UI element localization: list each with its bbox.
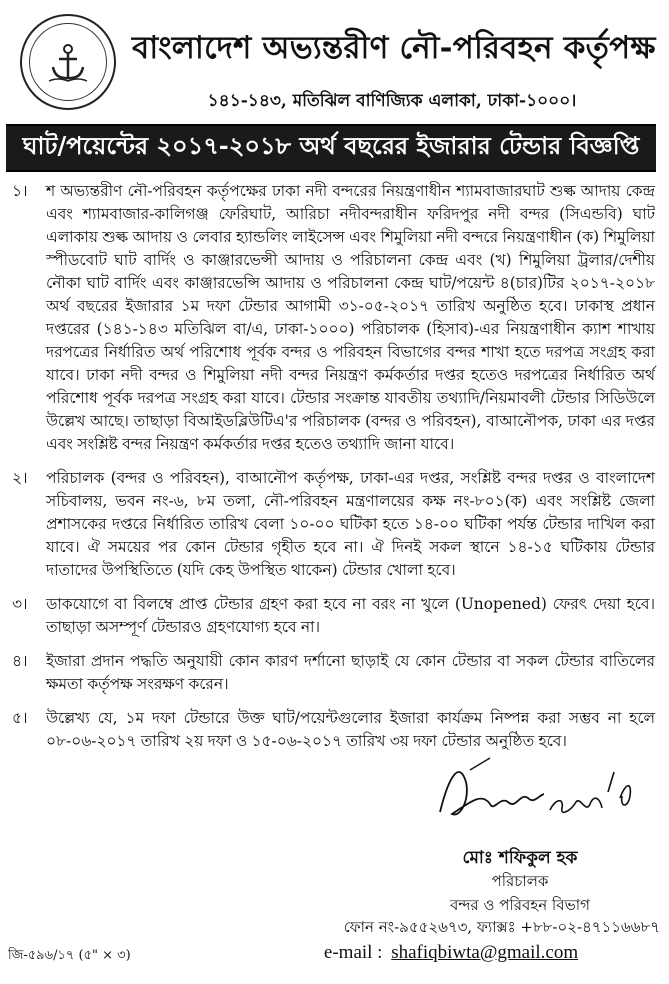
organization-address: ১৪১-১৪৩, মতিঝিল বাণিজ্যিক এলাকা, ঢাকা-১০০০। <box>207 91 577 111</box>
header <box>14 10 654 120</box>
contact-phone-fax: ফোন নং-৯৫৫২৬৭৩, ফ্যাক্সঃ +৮৮-০২-৪৭১১৬৬৮৭ <box>343 918 660 936</box>
email-line <box>270 942 632 964</box>
item-number: ৫। <box>12 709 28 727</box>
handwritten-signature <box>430 752 640 836</box>
notice-title: ঘাট/পয়েন্টের ২০১৭-২০১৮ অর্থ বছরের ইজারার টেন্ডার বিজ্ঞপ্তি <box>22 131 640 160</box>
notice-item <box>10 593 655 639</box>
email-address[interactable]: shafiqbiwta@gmail.com <box>391 942 579 963</box>
biwta-seal-icon <box>20 14 116 110</box>
item-number: ১। <box>12 182 28 200</box>
item-text: উল্লেখ্য যে, ১ম দফা টেন্ডারে উক্ত ঘাট/পয়েন্টগুলোর ইজারা কার্যক্রম নিষ্পন্ন করা সম্ভব না হলে ০৮-০৬-২০১৭ তারিখ ২য় দফা ও ১৫-০৬-২০১৭ তারিখ ৩য় দফা টেন্ডার অনুষ্ঠিত হবে। <box>46 709 655 750</box>
signatory-block <box>380 846 660 916</box>
item-text: ইজারা প্রদান পদ্ধতি অনুযায়ী কোন কারণ দর্শানো ছাড়াই যে কোন টেন্ডার বা সকল টেন্ডার বাতিলের ক্ষমতা কর্তৃপক্ষ সংরক্ষণ করেন। <box>46 652 655 693</box>
item-number: ৩। <box>12 595 28 613</box>
item-text: শ অভ্যন্তরীণ নৌ-পরিবহন কর্তৃপক্ষের ঢাকা নদী বন্দরের নিয়ন্ত্রণাধীন শ্যামবাজারঘাট শুল্ক আদায় কেন্দ্র এবং শ্যামবাজার-কালিগঞ্জ ফেরিঘাট, আরিচা নদীবন্দরাধীন ফরিদপুর নদী বন্দর (সিএন্ডবি) ঘাট এলাকায় শুল্ক আদায় ও লেবার হ্যান্ডলিং লাইসেন্স এবং শিমুলিয়া নদী বন্দরে নিয়ন্ত্রণাধীন (ক) শিমুলিয়া স্পীডবোট ঘাট বার্দিং ও কাঞ্জারভেন্সী আদায় ও পরিচালনা কেন্দ্র এবং (খ) শিমুলিয়া ট্রলার/দেশীয় নৌকা ঘাট বার্দিং এবং কাঞ্জারভেন্সি আদায় ও পরিচালনা কেন্দ্র ঘাট/পয়েন্ট ৪(চার)টির ২০১৭-২০১৮ অর্থ বছরের ইজারার ১ম দফা টেন্ডার আগামী ৩১-০৫-২০১৭ তারিখ অনুষ্ঠিত হবে। ঢাকাস্থ প্রধান দপ্তরের (১৪১-১৪৩ মতিঝিল বা/এ, ঢাকা-১০০০) পরিচালক (হিসাব)-এর নিয়ন্ত্রণাধীন ক্যাশ শাখায় দরপত্রের নির্ধারিত অর্থ পরিশোধ পূর্বক বন্দর ও পরিবহন বিভাগের বন্দর শাখা হতে দরপত্র সংগ্রহ করা যাবে। ঢাকা নদী বন্দর ও শিমুলিয়া নদী বন্দর নিয়ন্ত্রণ কর্মকর্তার দপ্তর হতেও দরপত্রের নির্ধারিত অর্থ পরিশোধ পূর্বক দরপত্র সংগ্রহ করা যাবে। টেন্ডার সংক্রান্ত যাবতীয় তথ্যাদি/নিয়মাবলী টেন্ডার সিডিউলে উল্লেখ আছে। তাছাড়া বিআইডব্লিউটিএ'র পরিচালক (বন্দর ও পরিবহন), বাআনৌপক, ঢাকা এর দপ্তর এবং সংশ্লিষ্ট বন্দর নিয়ন্ত্রণ কর্মকর্তার দপ্তর হতেও তথ্যাদি জানা যাবে। <box>46 182 655 453</box>
notice-item <box>10 467 655 582</box>
organization-name: বাংলাদেশ অভ্যন্তরীণ নৌ-পরিবহন কর্তৃপক্ষ <box>132 30 656 66</box>
item-number: ৪। <box>12 652 28 670</box>
notice-item <box>10 650 655 696</box>
notice-item <box>10 707 655 753</box>
item-number: ২। <box>12 469 28 487</box>
anchor-icon <box>47 41 89 83</box>
signatory-department: বন্দর ও পরিবহন বিভাগ <box>450 896 590 914</box>
reference-code: জি-৫৯৬/১৭ (৫" × ৩) <box>8 948 131 963</box>
item-text: পরিচালক (বন্দর ও পরিবহন), বাআনৌপ কর্তৃপক্ষ, ঢাকা-এর দপ্তর, সংশ্লিষ্ট বন্দর দপ্তর ও বাংলাদেশ সচিবালয়, ভবন নং-৬, ৮ম তলা, নৌ-পরিবহন মন্ত্রণালয়ের কক্ষ নং-৮০১(ক) এবং সংশ্লিষ্ট জেলা প্রশাসকের দপ্তরে নির্ধারিত তারিখ বেলা ১০-০০ ঘটিকা হতে ১৪-০০ ঘটিকা পর্যন্ত টেন্ডার দাখিল করা যাবে। ঐ সময়ের পর কোন টেন্ডার গৃহীত হবে না। ঐ দিনই সকল স্থানে ১৪-১৫ ঘটিকায় টেন্ডার দাতাদের উপস্থিতিতে (যদি কেহ উপস্থিত থাকেন) টেন্ডার খোলা হবে। <box>46 469 655 579</box>
notice-title-banner <box>6 124 656 172</box>
notice-items <box>10 180 655 764</box>
item-text: ডাকযোগে বা বিলম্বে প্রাপ্ত টেন্ডার গ্রহণ করা হবে না বরং না খুলে (Unopened) ফেরৎ দেয়া হবে। তাছাড়া অসম্পূর্ণ টেন্ডারও গ্রহণযোগ্য হবে না। <box>46 595 655 636</box>
signatory-designation: পরিচালক <box>491 872 549 890</box>
notice-item <box>10 180 655 456</box>
email-label: e-mail : <box>323 942 383 963</box>
signatory-name: মোঃ শফিকুল হক <box>462 848 578 868</box>
